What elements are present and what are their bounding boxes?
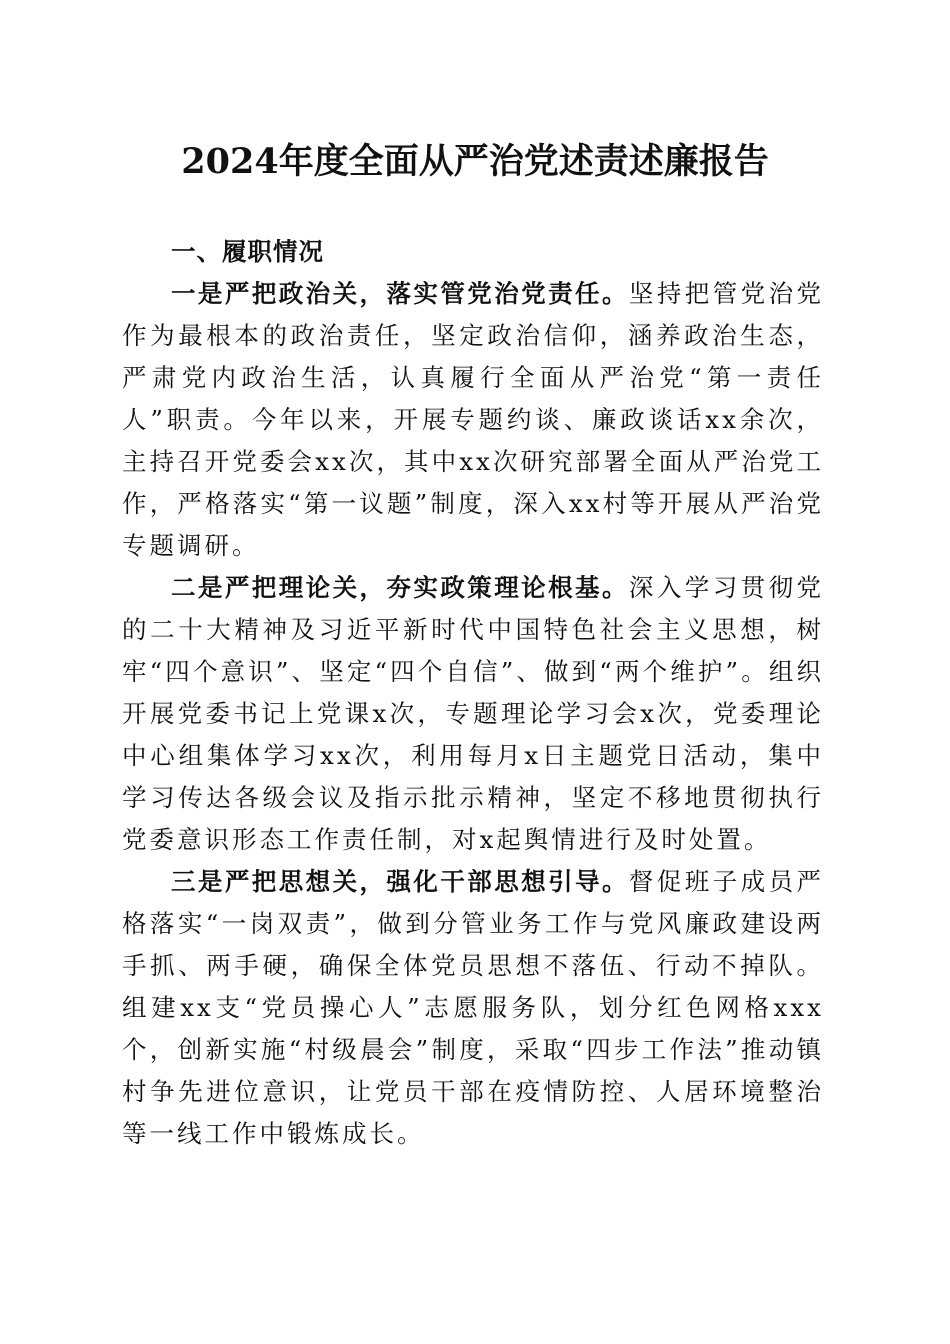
paragraph-2-lead: 二是严把理论关，夯实政策理论根基。 bbox=[171, 573, 629, 602]
paragraph-3-text: 督促班子成员严格落实“一岗双责”，做到分管业务工作与党风廉政建设两手抓、两手硬，确保全体党员思想不落伍、行动不掉队。组建xx支“党员操心人”志愿服务队，划分红色网格xxx个，创新实施“村级晨会”制度，采取“四步工作法”推动镇村争先进位意识，让党员干部在疫情防控、人居环境整治等一线工作中锻炼成长。 bbox=[122, 867, 824, 1148]
document-title: 2024年度全面从严治党述责述廉报告 bbox=[181, 141, 769, 182]
paragraph-2 bbox=[122, 567, 824, 861]
section-heading: 一、履职情况 bbox=[171, 237, 324, 266]
document-body bbox=[122, 231, 824, 1155]
paragraph-2-text: 深入学习贯彻党的二十大精神及习近平新时代中国特色社会主义思想，树牢“四个意识”、坚定“四个自信”、做到“两个维护”。组织开展党委书记上党课x次，专题理论学习会x次，党委理论中心组集体学习xx次，利用每月x日主题党日活动，集中学习传达各级会议及指示批示精神，坚定不移地贯彻执行党委意识形态工作责任制，对x起舆情进行及时处置。 bbox=[122, 573, 824, 854]
paragraph-1-lead: 一是严把政治关，落实管党治党责任。 bbox=[171, 279, 629, 308]
paragraph-3 bbox=[122, 861, 824, 1155]
paragraph-3-lead: 三是严把思想关，强化干部思想引导。 bbox=[171, 867, 629, 896]
paragraph-1-text: 坚持把管党治党作为最根本的政治责任，坚定政治信仰，涵养政治生态，严肃党内政治生活，认真履行全面从严治党“第一责任人”职责。今年以来，开展专题约谈、廉政谈话xx余次，主持召开党委会xx次，其中xx次研究部署全面从严治党工作，严格落实“第一议题”制度，深入xx村等开展从严治党专题调研。 bbox=[122, 279, 824, 560]
paragraph-1 bbox=[122, 273, 824, 567]
